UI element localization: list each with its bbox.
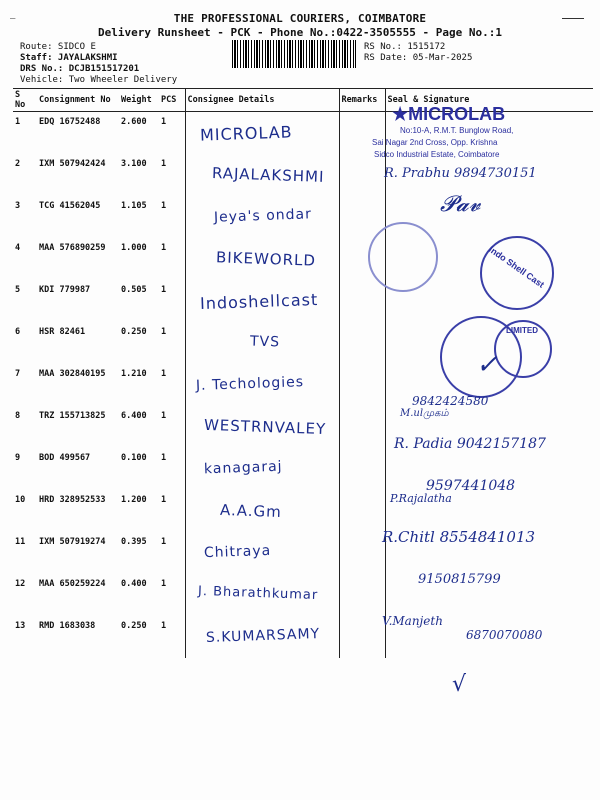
col-sno: S No <box>13 89 37 112</box>
cell-sno: 11 <box>15 537 26 547</box>
cell-weight: 0.250 <box>121 327 147 337</box>
signature-row-10-name: P.Rajalatha <box>390 492 452 505</box>
round-stamp-faint <box>368 222 438 292</box>
handwritten-consignee: J. Techologies <box>195 374 305 394</box>
cell-pcs: 1 <box>161 159 167 169</box>
cell-pcs: 1 <box>161 327 167 337</box>
cell-pcs: 1 <box>161 201 167 211</box>
handwritten-consignee: Jeya's ondar <box>213 206 313 226</box>
handwritten-consignee: MICROLAB <box>199 122 293 145</box>
cell-consignment: MAA 576890259 <box>39 243 106 253</box>
cell-sno: 5 <box>15 285 21 295</box>
cell-pcs: 1 <box>161 285 167 295</box>
cell-consignment: MAA 302840195 <box>39 369 106 379</box>
microlab-stamp-address-1: No:10-A, R.M.T. Bunglow Road, <box>400 126 514 135</box>
cell-sno: 3 <box>15 201 21 211</box>
handwritten-consignee: RAJALAKSHMI <box>211 164 325 186</box>
rs-date: RS Date: 05-Mar-2025 <box>364 53 473 63</box>
staff-label: Staff: JAYALAKSHMI <box>20 53 118 63</box>
signature-row-11: R.Chitl 8554841013 <box>382 528 536 546</box>
cell-pcs: 1 <box>161 621 167 631</box>
col-weight: Weight <box>119 89 159 112</box>
cell-remarks <box>339 154 385 196</box>
cell-weight: 2.600 <box>121 117 147 127</box>
stray-mark: √ <box>452 672 467 697</box>
cell-consignment: TCG 41562045 <box>39 201 101 211</box>
route-label: Route: SIDCO E <box>20 42 96 52</box>
cell-sno: 13 <box>15 621 26 631</box>
cell-weight: 0.505 <box>121 285 147 295</box>
handwritten-consignee: WESTRNVALEY <box>203 415 327 439</box>
cell-remarks <box>339 322 385 364</box>
col-consignment: Consignment No <box>37 89 119 112</box>
cell-remarks <box>339 532 385 574</box>
corner-mark: — <box>10 14 16 24</box>
col-consignee: Consignee Details <box>185 89 339 112</box>
signature-row-8-name: M.ulமுகம் <box>400 408 449 419</box>
cell-remarks <box>339 574 385 616</box>
signature-row-3: 𝓟𝓪𝓿 <box>440 192 481 217</box>
indo-shell-stamp-text: Indo Shell Cast <box>487 244 547 290</box>
signature-row-8-phone: 9842424580 <box>412 394 489 408</box>
signature-row-10-phone: 9597441048 <box>426 478 516 494</box>
cell-consignment: RMD 1683038 <box>39 621 96 631</box>
cell-weight: 0.100 <box>121 453 147 463</box>
cell-weight: 1.200 <box>121 495 147 505</box>
cell-consignment: KDI 779987 <box>39 285 91 295</box>
cell-sno: 6 <box>15 327 21 337</box>
signature-row-13-phone: 6870070080 <box>466 628 543 642</box>
cell-sno: 4 <box>15 243 21 253</box>
signature-row-2: R. Prabhu 9894730151 <box>384 166 537 181</box>
cell-consignment: MAA 650259224 <box>39 579 106 589</box>
cell-sno: 1 <box>15 117 21 127</box>
cell-consignment: HSR 82461 <box>39 327 86 337</box>
microlab-stamp-address-2: Sai Nagar 2nd Cross, Opp. Krishna <box>372 138 498 147</box>
cell-remarks <box>339 448 385 490</box>
cell-remarks <box>339 406 385 448</box>
cell-pcs: 1 <box>161 537 167 547</box>
company-title: THE PROFESSIONAL COURIERS, COIMBATORE <box>173 12 427 25</box>
cell-remarks <box>339 490 385 532</box>
cell-consignment: IXM 507942424 <box>39 159 106 169</box>
signature-row-9: R. Padia 9042157187 <box>394 436 546 452</box>
cell-sno: 10 <box>15 495 26 505</box>
cell-sno: 8 <box>15 411 21 421</box>
cell-remarks <box>339 616 385 658</box>
cell-weight: 1.105 <box>121 201 147 211</box>
cell-consignment: EDQ 16752488 <box>39 117 101 127</box>
barcode <box>232 40 356 68</box>
cell-consignment: BOD 499567 <box>39 453 91 463</box>
handwritten-consignee: Chitraya <box>203 542 272 562</box>
vehicle-label: Vehicle: Two Wheeler Delivery <box>20 75 178 85</box>
microlab-stamp-name: ★MICROLAB <box>392 104 506 124</box>
cell-pcs: 1 <box>161 579 167 589</box>
col-seal: Seal & Signature <box>385 89 593 112</box>
limited-stamp-text: LIMITED <box>506 326 538 335</box>
cell-weight: 3.100 <box>121 159 147 169</box>
col-pcs: PCS <box>159 89 185 112</box>
handwritten-consignee: Indoshellcast <box>199 289 319 314</box>
rs-number: RS No.: 1515172 <box>364 42 446 52</box>
signature-row-13-name: V.Manjeth <box>382 614 443 628</box>
cell-remarks <box>339 280 385 322</box>
cell-pcs: 1 <box>161 117 167 127</box>
cell-sno: 12 <box>15 579 26 589</box>
table-row <box>13 490 593 532</box>
cell-weight: 1.000 <box>121 243 147 253</box>
handwritten-consignee: J. Bharathkumar <box>197 583 319 604</box>
cell-weight: 6.400 <box>121 411 147 421</box>
table-header-row <box>13 89 593 112</box>
cell-remarks <box>339 112 385 155</box>
cell-pcs: 1 <box>161 411 167 421</box>
cell-pcs: 1 <box>161 453 167 463</box>
cell-sno: 2 <box>15 159 21 169</box>
cell-pcs: 1 <box>161 369 167 379</box>
cell-pcs: 1 <box>161 243 167 253</box>
cell-consignment: IXM 507919274 <box>39 537 106 547</box>
cell-weight: 0.400 <box>121 579 147 589</box>
cell-pcs: 1 <box>161 495 167 505</box>
runsheet-title: Delivery Runsheet - PCK - Phone No.:0422-3505555 - Page No.:1 <box>98 26 502 39</box>
col-remarks: Remarks <box>339 89 385 112</box>
cell-consignment: TRZ 155713825 <box>39 411 106 421</box>
cell-remarks <box>339 364 385 406</box>
cell-weight: 1.210 <box>121 369 147 379</box>
cell-sno: 7 <box>15 369 21 379</box>
signature-row-12: 9150815799 <box>418 572 501 587</box>
handwritten-consignee: A.A.Gm <box>219 500 283 522</box>
cell-weight: 0.250 <box>121 621 147 631</box>
handwritten-consignee: kanagaraj <box>203 458 283 478</box>
handwritten-consignee: TVS <box>249 333 281 351</box>
handwritten-consignee: BIKEWORLD <box>215 248 317 270</box>
microlab-stamp-address-3: Sidco Industrial Estate, Coimbatore <box>374 150 500 159</box>
cell-sno: 9 <box>15 453 21 463</box>
cell-weight: 0.395 <box>121 537 147 547</box>
drs-label: DRS No.: DCJB151517201 <box>20 64 140 74</box>
signature-row-6: ✓ <box>476 350 498 380</box>
cell-consignment: HRD 328952533 <box>39 495 106 505</box>
handwritten-consignee: S.KUMARSAMY <box>205 626 321 646</box>
